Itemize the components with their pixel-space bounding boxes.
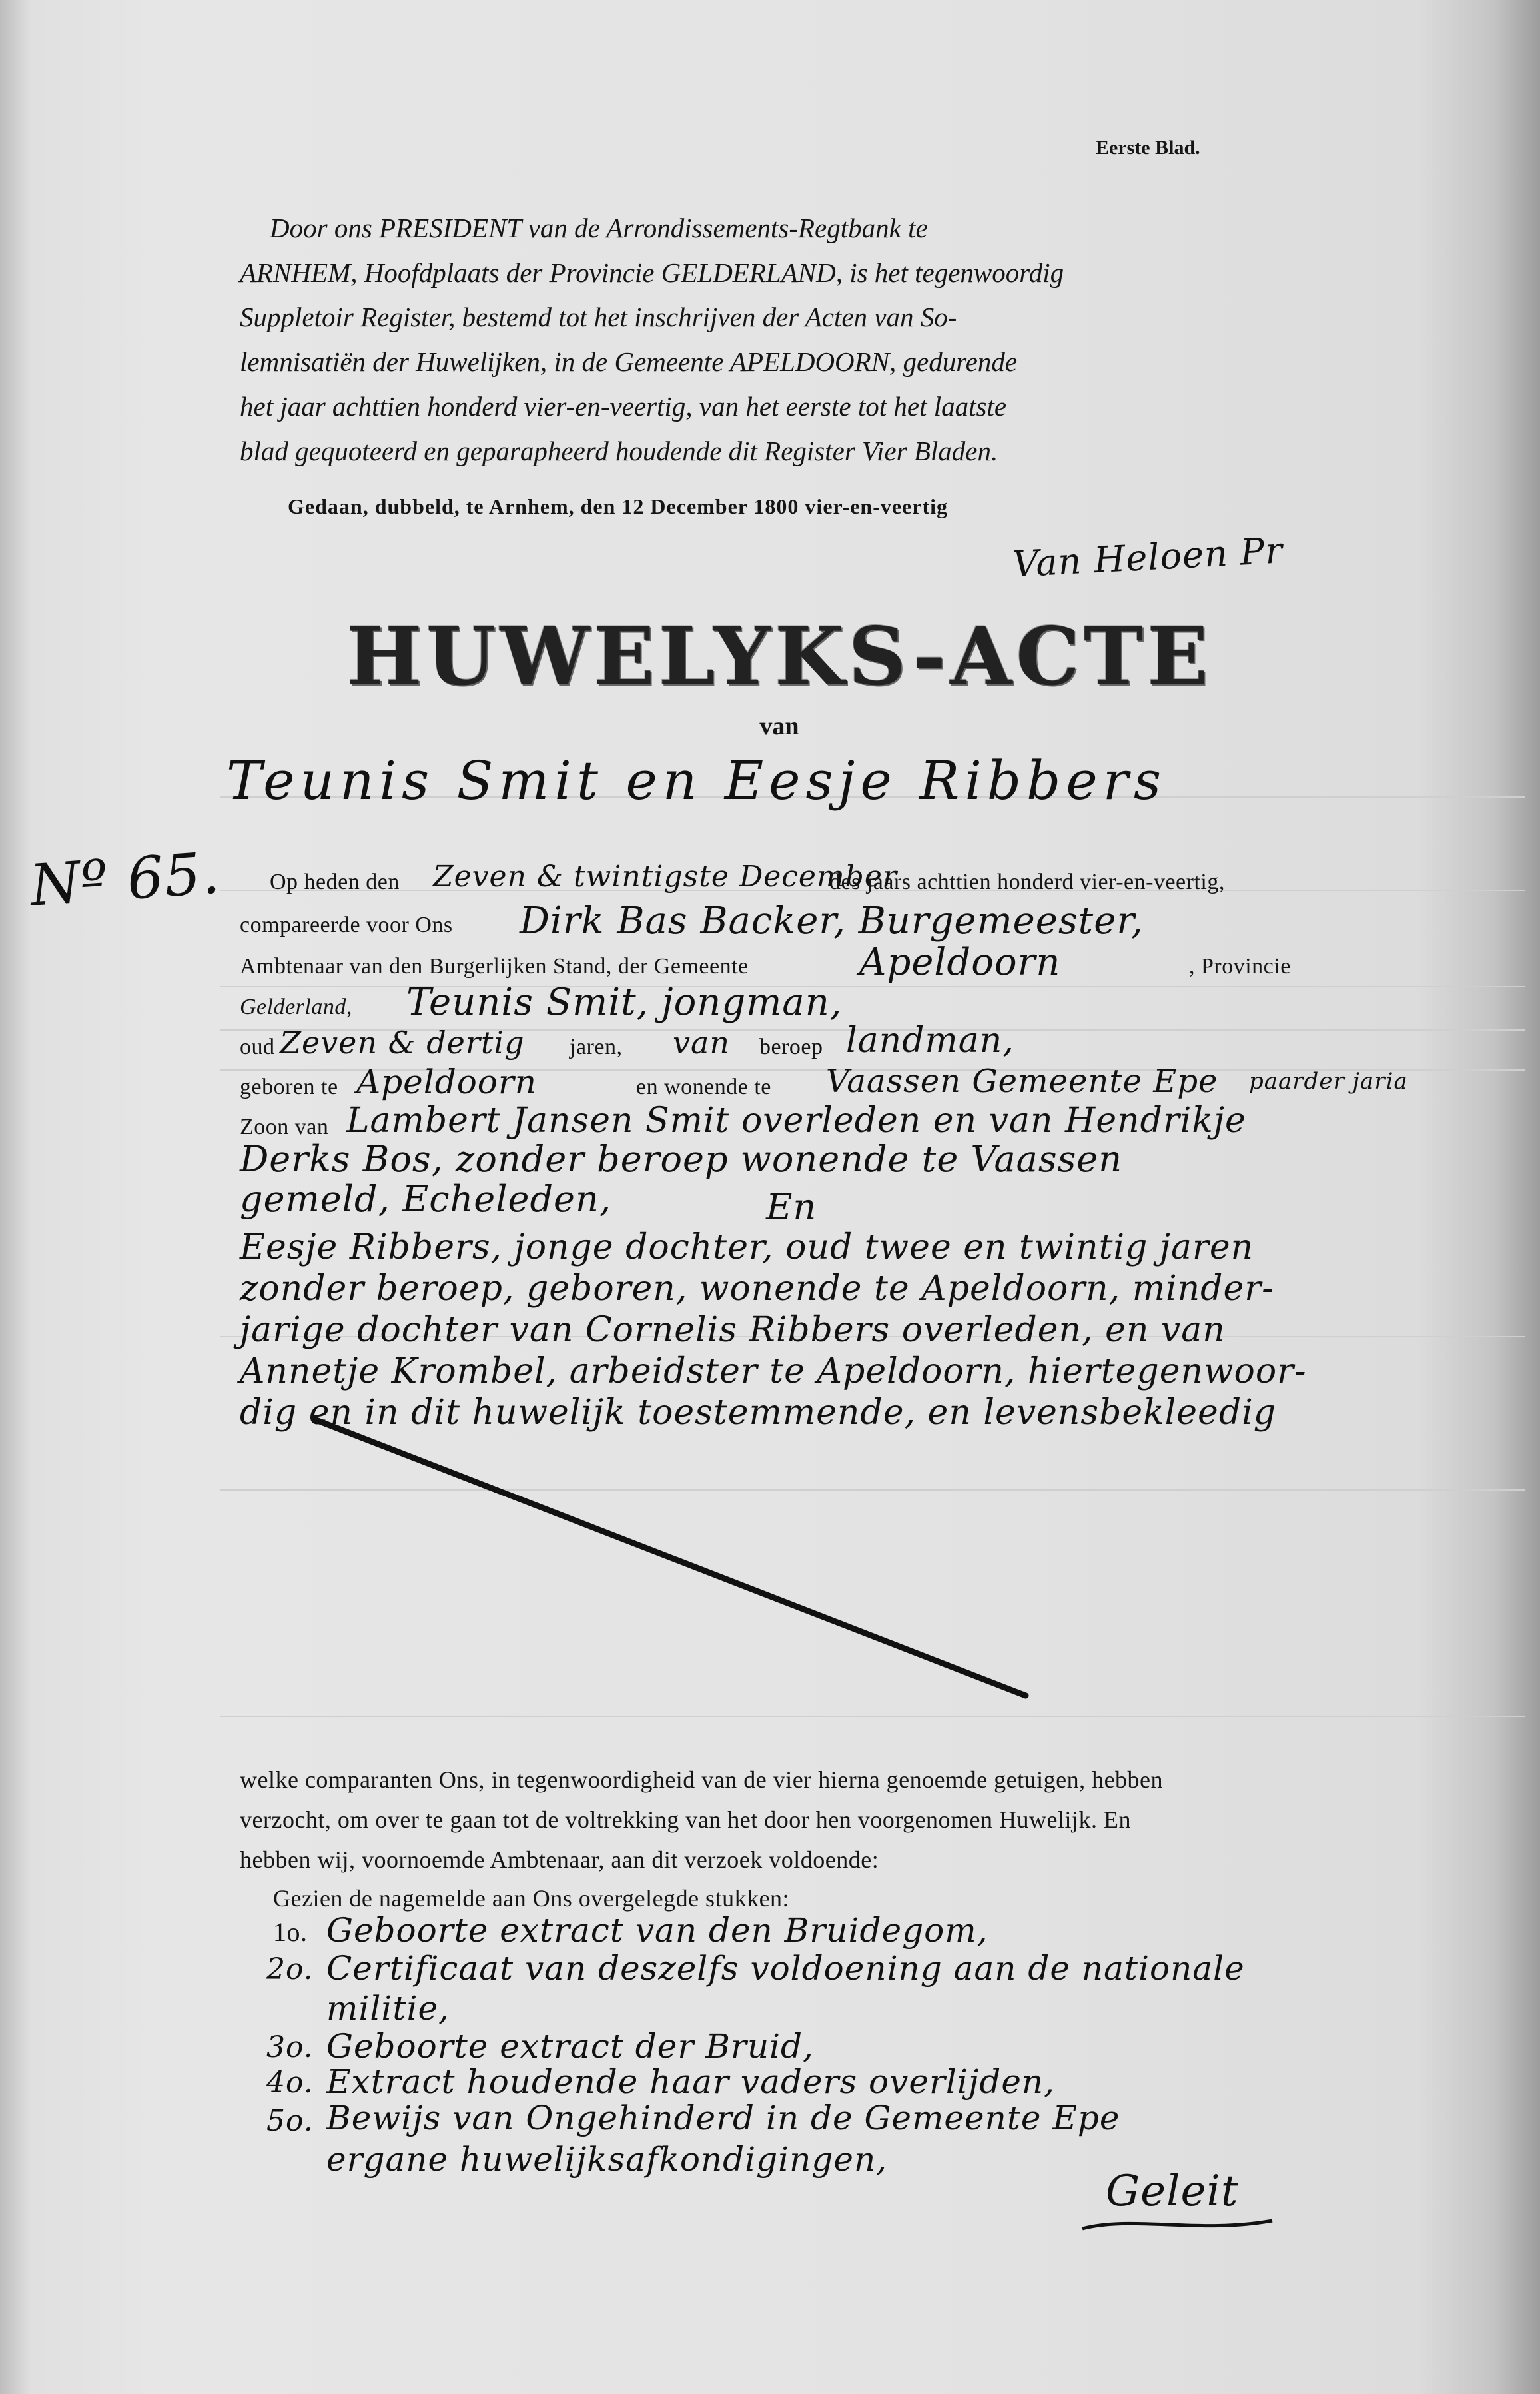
item-2-text-b: militie,: [326, 1989, 450, 2028]
item-3-num: 3o.: [266, 2030, 314, 2064]
form-l4-pre: Gelderland,: [240, 995, 352, 1019]
signed-line: Gedaan, dubbeld, te Arnhem, den 12 December 1800 vier-en-veertig: [288, 494, 948, 518]
item-2-text-a: Certificaat van deszelfs voldoening aan de nationale: [326, 1949, 1245, 1988]
hand-line-3: En: [766, 1186, 817, 1228]
intro-line-2: ARNHEM, Hoofdplaats der Provincie GELDERLAND, is het tegenwoordig: [240, 257, 1064, 288]
hand-line-6: jarige dochter van Cornelis Ribbers overleden, en van: [240, 1310, 1226, 1350]
form-l3-hand: Apeldoorn: [859, 941, 1061, 984]
president-signature: Van Heloen Pr: [1011, 529, 1284, 586]
intro-line-5: het jaar achttien honderd vier-en-veertig, van het eerste tot het laatste: [240, 391, 1007, 422]
act-van: van: [759, 712, 799, 740]
signature-flourish: [1079, 2209, 1279, 2235]
item-4-text: Extract houdende haar vaders overlijden,: [326, 2062, 1056, 2101]
sheet-label: Eerste Blad.: [1096, 137, 1200, 159]
hand-line-5: zonder beroep, geboren, wonende te Apeldoorn, minder-: [240, 1269, 1274, 1309]
form-l2-hand: Dirk Bas Backer, Burgemeester,: [520, 899, 1144, 943]
form-l6-mid: en wonende te: [636, 1075, 771, 1099]
form-l2-pre: compareerde voor Ons: [240, 913, 453, 937]
couple-names: Teunis Smit en Eesje Ribbers: [226, 750, 1166, 812]
hand-line-4: Eesje Ribbers, jonge dochter, oud twee en twintig jaren: [240, 1227, 1254, 1267]
form-l1-hand: Zeven & twintigste December: [433, 860, 897, 894]
item-5-text-a: Bewijs van Ongehinderd in de Gemeente Epe: [326, 2099, 1120, 2137]
intro-line-6: blad gequoteerd en geparapheerd houdende dit Register Vier Bladen.: [240, 436, 998, 466]
item-1-text: Geboorte extract van den Bruidegom,: [326, 1911, 988, 1950]
item-1-num: 1o.: [273, 1917, 308, 1947]
hand-line-8: dig en in dit huwelijk toestemmende, en levensbekleedig: [240, 1393, 1277, 1433]
closing-line-1: welke comparanten Ons, in tegenwoordigheid van de vier hierna genoemde getuigen, hebben: [240, 1766, 1164, 1793]
item-5-text-b: ergane huwelijksafkondigingen,: [326, 2140, 888, 2179]
form-l6-pre: geboren te: [240, 1075, 338, 1099]
item-4-num: 4o.: [266, 2066, 314, 2099]
hand-line-7: Annetje Krombel, arbeidster te Apeldoorn, hiertegenwoor-: [240, 1351, 1307, 1391]
form-l1-pre: Op heden den: [270, 870, 400, 894]
hand-line-2: gemeld, Echeleden,: [240, 1178, 611, 1220]
form-l7-pre: Zoon van: [240, 1115, 329, 1139]
intro-line-1: Door ons PRESIDENT van de Arrondissements-Regtbank te: [270, 213, 928, 243]
hand-line-1: Derks Bos, zonder beroep wonende te Vaassen: [240, 1138, 1123, 1180]
form-l5-hand1: Zeven & dertig: [280, 1025, 525, 1061]
act-number: Nº 65.: [27, 840, 222, 919]
form-l5-hand3: landman,: [846, 1021, 1014, 1061]
intro-line-4: lemnisatiën der Huwelijken, in de Gemeente APELDOORN, gedurende: [240, 346, 1018, 377]
form-l6-hand2: Vaassen Gemeente Epe: [826, 1063, 1218, 1100]
form-l5-pre: oud: [240, 1035, 275, 1059]
form-l6-hand3: paarder jaria: [1249, 1068, 1408, 1095]
item-3-text: Geboorte extract der Bruid,: [326, 2027, 814, 2066]
form-l3-pre: Ambtenaar van den Burgerlijken Stand, der Gemeente: [240, 954, 749, 979]
closing-signature: Geleit: [1106, 2167, 1239, 2216]
form-l4-hand: Teunis Smit, jongman,: [406, 981, 843, 1024]
form-l1-post: des jaars achttien honderd vier-en-veertig,: [829, 870, 1225, 894]
form-l7-hand: Lambert Jansen Smit overleden en van Hendrikje: [346, 1101, 1246, 1141]
form-l5-mid: jaren,: [570, 1035, 623, 1059]
form-l5-mid2: beroep: [759, 1035, 823, 1059]
item-2-num: 2o.: [266, 1952, 314, 1986]
closing-line-3: hebben wij, voornoemde Ambtenaar, aan dit verzoek voldoende:: [240, 1846, 879, 1873]
item-5-num: 5o.: [266, 2104, 314, 2138]
form-l3-post: , Provincie: [1189, 954, 1291, 979]
intro-line-3: Suppletoir Register, bestemd tot het inschrijven der Acten van So-: [240, 302, 957, 332]
closing-line-4: Gezien de nagemelde aan Ons overgelegde stukken:: [273, 1885, 790, 1912]
act-title: HUWELYKS-ACTE: [346, 610, 1212, 704]
form-l6-hand1: Apeldoorn: [356, 1063, 538, 1101]
form-l5-hand2: van: [673, 1025, 731, 1061]
closing-line-2: verzocht, om over te gaan tot de voltrekking van het door hen voorgenomen Huwelijk. En: [240, 1806, 1131, 1833]
